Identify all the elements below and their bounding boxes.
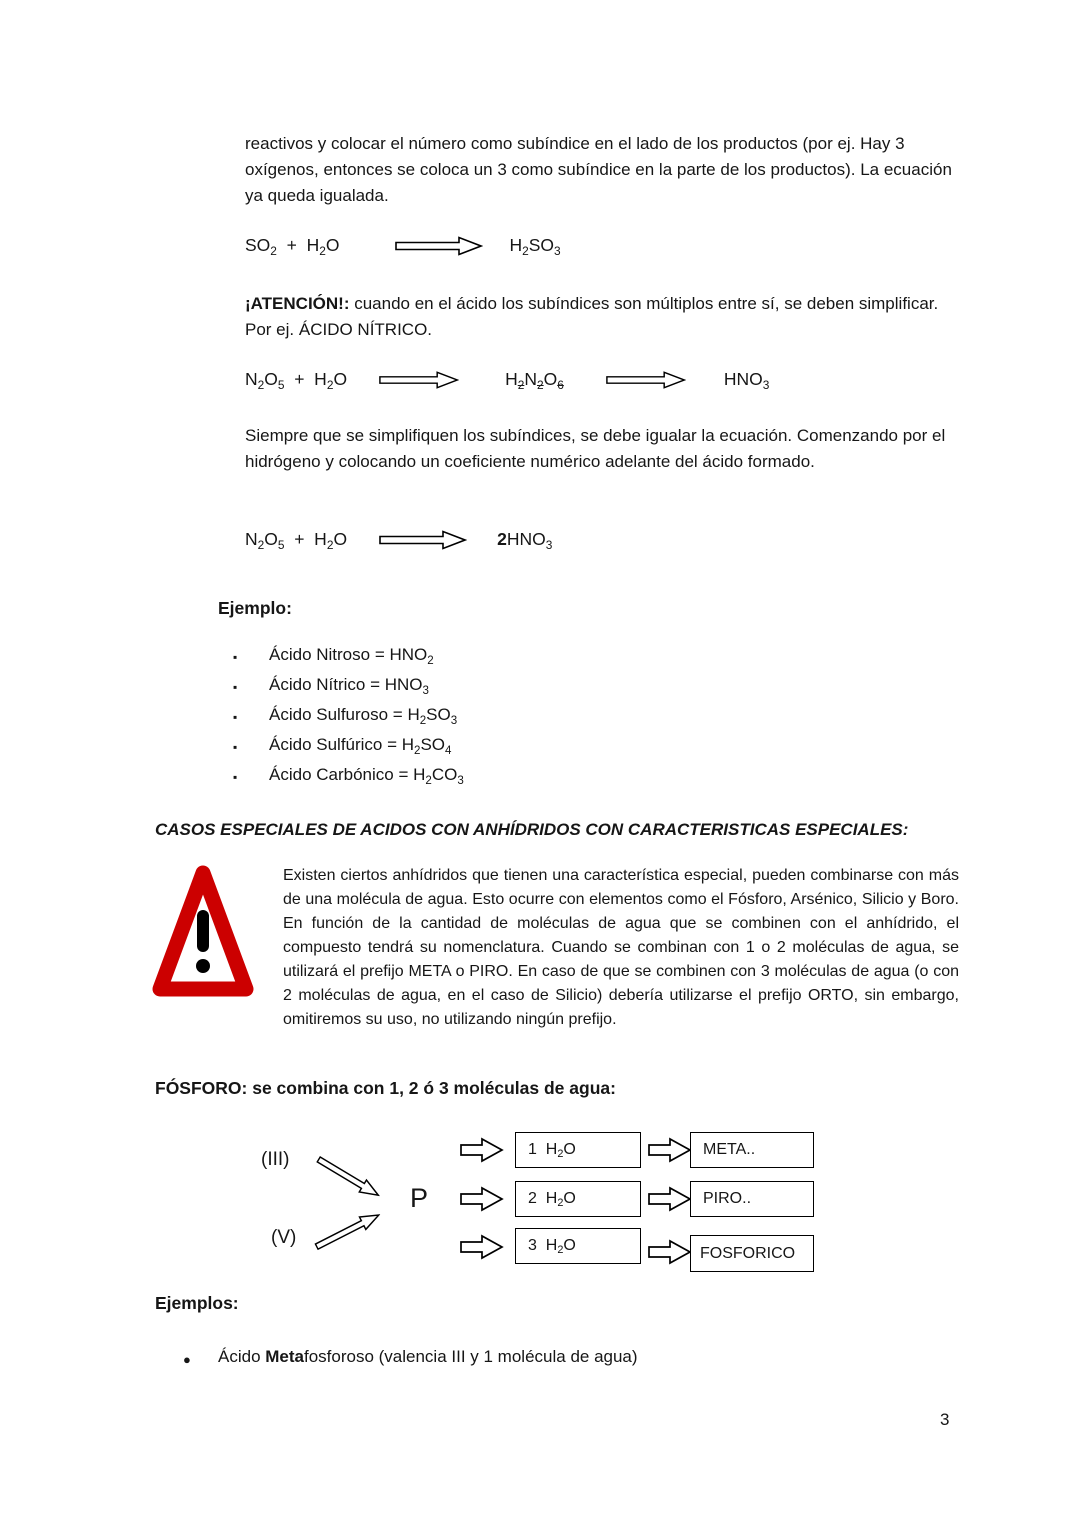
element-symbol: P [410,1183,429,1213]
equation-intermediate: $H_2N_2O_6$ [505,369,564,392]
list-item-text: Ácido Sulfuroso = $H_2SO_3$ [269,705,458,727]
acid-list [233,641,753,791]
diagonal-arrow-icon [313,1150,385,1204]
equation-reactants: $SO_2 + H_2O$ [245,235,340,258]
right-block-arrow-icon [460,1137,504,1163]
diagonal-arrow-icon [311,1205,384,1256]
list-item-text: Ácido Nitroso = $HNO_2$ [269,645,434,667]
right-block-arrow-icon [460,1234,504,1260]
atencion-paragraph: ¡ATENCIÓN!: cuando en el ácido los subíndices son múltiplos entre sí, se deben simplificar. Por ej. ÁCIDO NÍTRICO. [245,294,939,339]
water-box: 1 H $_2$ O [515,1132,641,1168]
square-bullet-icon: ▪ [233,740,238,754]
list-item [183,1343,823,1373]
square-bullet-icon: ▪ [233,680,238,694]
list-item-text: Ácido Sulfúrico = $H_2SO_4$ [269,735,452,757]
ejemplos-list [183,1343,823,1373]
warning-paragraph: Existen ciertos anhídridos que tienen una característica especial, pueden combinarse con más de una molécula de agua. Esto ocurre con elementos como el Fósforo, Arsénico, Silicio y Boro. En función de la cantidad de moléculas de agua que se combinen con el anhídrido, el compuesto tendrá su nomenclatura. Cuando se combinan con 1 o 2 moléculas de agua, se utilizará el prefijo META o PIRO. En caso de que se combinen con 3 moléculas de agua (o con 2 moléculas de agua, en el caso de Silicio) debería utilizarse el prefijo ORTO, sin embargo, omitiremos su uso, no utilizando ningún prefijo. [283,867,959,1028]
name-box: FOSFORICO [690,1235,814,1272]
phosphorus-diagram [155,1125,955,1290]
right-block-arrow-icon [460,1186,504,1212]
equation-product: $H_2SO_3$ [509,235,561,258]
page-number: 3 [940,1410,950,1429]
list-item [233,731,753,761]
list-item-text: Ácido Metafosforoso (valencia III y 1 molécula de agua) [218,1347,638,1366]
list-item-text: Ácido Nítrico = $HNO_3$ [269,675,429,697]
equation-n2o5-balanced [245,529,552,550]
square-bullet-icon: ▪ [233,710,238,724]
list-item [233,671,753,701]
list-item [233,641,753,671]
list-item [233,761,753,791]
ejemplo-title: Ejemplo: [218,598,292,618]
equation-so2-h2so3 [245,235,561,256]
ejemplos-title: Ejemplos: [155,1293,239,1313]
casos-especiales-heading: CASOS ESPECIALES DE ACIDOS CON ANHÍDRIDOS CON CARACTERISTICAS ESPECIALES: [155,820,909,839]
right-block-arrow-icon [379,530,467,550]
equation-product: $HNO_3$ [723,369,770,392]
square-bullet-icon: ▪ [233,650,238,664]
right-block-arrow-icon [648,1186,692,1212]
intro-paragraph: reactivos y colocar el número como subíndice en el lado de los productos (por ej. Hay 3 oxígenos, entonces se coloca un 3 como subíndice en la parte de los productos). La ecuación ya queda igualada. [245,134,952,205]
right-block-arrow-icon [379,370,459,390]
simplify-paragraph: Siempre que se simplifiquen los subíndices, se debe igualar la ecuación. Comenzando por el hidrógeno y colocando un coeficiente numérico adelante del ácido formado. [245,426,946,471]
right-block-arrow-icon [606,370,686,390]
dot-bullet-icon: ● [183,1352,191,1367]
valence-iii-label: (III) [261,1149,290,1170]
equation-reactants: $N_2O_5 + H_2O$ [245,369,348,392]
equation-reactants: $N_2O_5 + H_2O$ [245,529,348,552]
list-item-text: Ácido Carbónico = $H_2CO_3$ [269,765,464,787]
list-item [233,701,753,731]
water-box: 2 H $_2$ O [515,1181,641,1217]
right-block-arrow-icon [648,1137,692,1163]
fosforo-heading: FÓSFORO: se combina con 1, 2 ó 3 moléculas de agua: [155,1078,616,1098]
square-bullet-icon: ▪ [233,770,238,784]
name-box: PIRO.. [690,1181,814,1217]
equation-n2o5-simplify [245,369,769,390]
valence-v-label: (V) [271,1227,297,1248]
right-block-arrow-icon [648,1239,692,1265]
water-box: 3 H $_2$ O [515,1228,641,1264]
right-block-arrow-icon [395,236,483,256]
warning-triangle-icon [150,858,256,1006]
equation-product: $2HNO_3$ [497,529,553,552]
name-box: META.. [690,1132,814,1168]
